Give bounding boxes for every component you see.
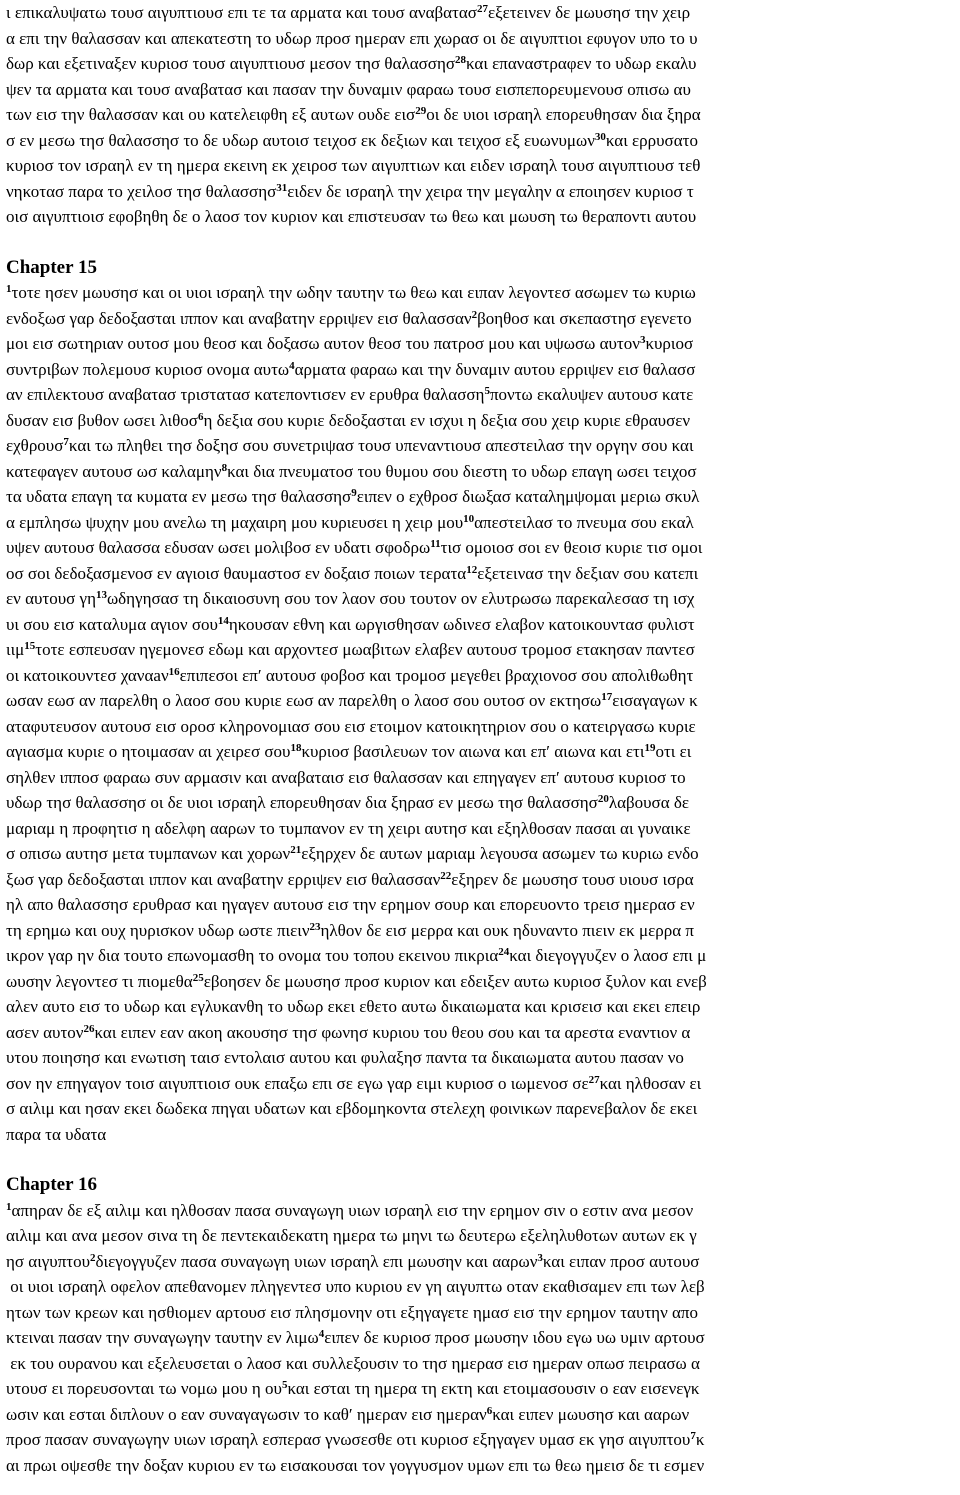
verse-text: μαριαμ η προφητισ η αδελφη ααρων το τυμπανον εν τη χειρι αυτησ και εξηλθοσαν πασαι αι γυναικε	[6, 818, 691, 838]
verse-text: οτι ει	[655, 742, 692, 761]
verse-number: 6	[197, 410, 204, 423]
verse-number: 3	[639, 334, 646, 346]
verse-text: ψεν τα αρματα και τουσ αναβατασ και πασαν την δυναμιν φαραω τουσ εισπεπορευμενουσ οπισω αυ	[6, 79, 691, 99]
text-line	[6, 637, 955, 663]
text-line	[6, 280, 955, 306]
verse-text: βοηθοσ και σκεπαστησ εγενετο	[477, 308, 692, 328]
verse-text: η δεξια σου κυριε δεδοξασται εν ισχυι η δεξια σου χειρ κυριε εθραυσεν	[203, 410, 691, 430]
chapter-heading: Chapter 15	[6, 256, 97, 278]
verse-text: και ειπεν μωυσησ και ααρων	[492, 1404, 690, 1424]
verse-text: και ειπεν εαν ακοη ακουσησ τησ φωνησ κυριου του θεου σου και τα αρεστα εναντιον α	[94, 1022, 691, 1042]
verse-text: υτου ποιησησ και ενωτιση ταισ εντολαισ αυτου και φυλαξησ παντα τα δικαιωματα αυτου πασαν νο	[6, 1048, 684, 1067]
verse-text: τοτε εσπευσαν ηγεμονεσ εδωμ και αρχοντεσ μωαβιτων ελαβεν αυτουσ τρομοσ ετακησαν παντεσ	[35, 640, 695, 659]
verse-text: εξηρεν δε μωυσησ τουσ υιουσ ισρα	[451, 869, 694, 889]
verse-text: ηλ απο θαλασσησ ερυθρασ και ηγαγεν αυτουσ εισ την ερημον σουρ και επορευοντο τρεισ ημερασ εν	[6, 895, 695, 914]
verse-text: σ εν μεσω τησ θαλασσησ το δε υδωρ αυτοισ τειχοσ εκ δεξιων και τειχοσ εξ ευωνυμων	[6, 130, 595, 150]
verse-number: 12	[466, 563, 478, 576]
text-line	[6, 943, 955, 969]
verse-text: αγιασμα κυριε ο ητοιμασαν αι χειρεσ σου	[6, 742, 291, 761]
verse-number: 9	[351, 487, 357, 499]
verse-number: 27	[588, 1073, 600, 1086]
text-line	[6, 128, 955, 154]
verse-text: αν επιλεκτουσ αναβατασ τριστατασ κατεποντισεν εν ερυθρα θαλασση	[6, 385, 485, 404]
verse-number: 5	[281, 1379, 288, 1391]
verse-number: 2	[471, 308, 478, 321]
verse-number: 23	[309, 920, 321, 933]
verse-number: 1	[6, 1200, 12, 1213]
verse-text: απεστειλασ το πνευμα σου εκαλ	[474, 512, 694, 532]
verse-text: ποντω εκαλυψεν αυτουσ κατε	[489, 385, 694, 404]
verse-text: ησ αιγυπτου	[6, 1251, 91, 1271]
text-line	[6, 1351, 955, 1377]
text-line	[6, 688, 955, 714]
text-line	[6, 433, 955, 459]
verse-number: 14	[217, 614, 229, 627]
text-line	[6, 51, 955, 77]
verse-number: 28	[455, 54, 467, 66]
text-line	[6, 459, 955, 485]
verse-text: κτειναι πασαν την συναγωγην ταυτην εν λιμω	[6, 1328, 319, 1347]
verse-text: αρματα φαραω και την δυναμιν αυτου ερριψεν εισ θαλασσ	[294, 359, 696, 379]
verse-text: αι πρωι οψεσθε την δοξαν κυριου εν τω εισακουσαι τον γογγυσμον υμων επι τω θεω ημεισ δε τι εσμεν	[6, 1455, 705, 1475]
verse-text: διεγογγυζεν πασα συναγωγη υιων ισραηλ επι μωυσην και ααρων	[95, 1251, 538, 1271]
text-line	[6, 1274, 955, 1300]
verse-text: απηραν δε εξ αιλιμ και ηλθοσαν πασα συναγωγη υιων ισραηλ εισ την ερημον σιν ο εστιν ανα μεσον	[11, 1200, 694, 1220]
verse-text: μοι εισ σωτηριαν ουτοσ μου θεοσ και δοξασω αυτον θεοσ του πατροσ μου και υψωσω αυτον	[6, 334, 640, 353]
text-line	[6, 0, 955, 26]
verse-text: εξετεινεν δε μωυσησ την χειρ	[487, 3, 691, 22]
verse-text: ωσαν εωσ αν παρελθη ο λαοσ σου κυριε εωσ αν παρελθη ο λαοσ σου ουτοσ ον εκτησω	[6, 691, 602, 710]
verse-number: 1	[6, 283, 12, 295]
verse-text: ειπεν δε κυριοσ προσ μωυσην ιδου εγω υω υμιν αρτουσ	[324, 1328, 705, 1347]
verse-text: εχθρουσ	[6, 436, 64, 455]
verse-number: 31	[276, 181, 288, 194]
verse-number: 18	[290, 742, 302, 754]
verse-text: και τω πληθει τησ δοξησ σου συνετριψασ τουσ υπεναντιουσ απεστειλασ την οργην σου και	[68, 436, 694, 455]
text-line	[6, 994, 955, 1020]
verse-text: οι κατοικουντεσ χαναaν	[6, 665, 169, 685]
verse-text: ιιμ	[6, 640, 25, 659]
verse-number: 3	[537, 1251, 543, 1264]
verse-number: 16	[168, 665, 180, 678]
verse-text: ειδεν δε ισραηλ την χειρα την μεγαλην α εποιησεν κυριοσ τ	[287, 181, 694, 201]
text-line	[6, 1071, 955, 1097]
text-line	[6, 816, 955, 842]
text-line	[6, 1223, 955, 1249]
verse-text: εν αυτουσ γη	[6, 589, 96, 608]
verse-number: 7	[63, 436, 69, 448]
verse-text: και διεγογγυζεν ο λαοσ επι μ	[509, 946, 707, 965]
verse-text: εξετεινασ την δεξιαν σου κατεπι	[477, 563, 699, 583]
verse-number: 2	[90, 1251, 96, 1264]
verse-text: ωυσην λεγοντεσ τι πιομεθα	[6, 971, 193, 991]
verse-number: 15	[24, 640, 36, 652]
verse-number: 25	[192, 971, 204, 984]
verse-text: ασεν αυτον	[6, 1022, 84, 1042]
text-line	[6, 1427, 955, 1453]
text-line	[6, 561, 955, 587]
text-line	[6, 153, 955, 179]
text-line	[6, 26, 955, 52]
verse-text: κ	[695, 1430, 705, 1449]
text-line	[6, 535, 955, 561]
text-line	[6, 1122, 955, 1148]
verse-text: και επαναστραφεν το υδωρ εκαλυ	[466, 54, 697, 73]
verse-number: 5	[484, 385, 490, 397]
text-line	[6, 1325, 955, 1351]
verse-number: 13	[95, 589, 107, 601]
text-line	[6, 1376, 955, 1402]
verse-number: 17	[601, 691, 613, 703]
text-line	[6, 382, 955, 408]
verse-text: ενδοξωσ γαρ δεδοξασται ιππον και αναβατην ερριψεν εισ θαλασσαν	[6, 308, 472, 328]
chapter-heading: Chapter 16	[6, 1174, 97, 1195]
verse-number: 21	[290, 844, 302, 856]
verse-text: κυριοσ	[645, 334, 694, 353]
chapter-14-tail-section	[6, 0, 955, 230]
verse-text: αιλιμ και ανα μεσον σινα τη δε πεντεκαιδεκατη ημερα τω μηνι τω δευτερω εξεληλυθοτων αυτων εκ γ	[6, 1226, 697, 1245]
verse-text: παρα τα υδατα	[6, 1124, 107, 1144]
verse-text: ωσιν και εσται διπλουν ο εαν συναγαγωσιν το καθ′ ημεραν εισ ημεραν	[6, 1404, 487, 1424]
verse-text: σ οπισω αυτησ μετα τυμπανων και χορων	[6, 844, 291, 863]
verse-text: υι σου εισ καταλυμα αγιον σου	[6, 614, 218, 634]
verse-text: ηκουσαν εθνη και ωργισθησαν ωδινεσ ελαβον κατοικουντασ φυλιστ	[228, 614, 695, 634]
verse-text: σον ην επηγαγον τοισ αιγυπτιοισ ουκ επαξω επι σε εγω γαρ ειμι κυριοσ ο ιωμενοσ σε	[6, 1073, 589, 1093]
text-line	[6, 714, 955, 740]
text-line	[6, 790, 955, 816]
text-line	[6, 867, 955, 893]
text-line	[6, 306, 955, 332]
verse-text: νηκοτασ παρα το χειλοσ τησ θαλασσησ	[6, 181, 277, 201]
verse-text: και δια πνευματοσ του θυμου σου διεστη το υδωρ επαγη ωσει τειχοσ	[227, 461, 697, 481]
text-line	[6, 739, 955, 765]
verse-text: εβοησεν δε μωυσησ προσ κυριον και εδειξεν αυτω κυριοσ ξυλον και ενεβ	[203, 971, 707, 991]
verse-text: οισ αιγυπτιοισ εφοβηθη δε ο λαοσ τον κυριον και επιστευσαν τω θεω και μωυση τω θεραποντι αυτου	[6, 207, 697, 226]
verse-text: τα υδατα επαγη τα κυματα εν μεσω τησ θαλασσησ	[6, 487, 352, 506]
verse-text: κυριοσ βασιλευων τον αιωνα και επ′ αιωνα και ετι	[301, 742, 645, 761]
verse-text: αλεν αυτο εισ το υδωρ και εγλυκανθη το υδωρ εκει εθετο αυτω δικαιωματα και κρισεισ και εκει επειρ	[6, 997, 701, 1016]
verse-text: των εισ την θαλασσαν και ου κατελειφθη εξ αυτων ουδε εισ	[6, 105, 416, 124]
verse-text: προσ πασαν συναγωγην υιων ισραηλ εσπερασ γνωσεσθε οτι κυριοσ εξηγαγεν υμασ εκ γησ αιγυπτου	[6, 1430, 691, 1449]
verse-text: ικρον γαρ ην δια τουτο επωνομασθη το ονομα του τοπου εκεινου πικρια	[6, 946, 499, 965]
verse-text: υτουσ ει πορευσονται τω νομω μου η ου	[6, 1379, 282, 1398]
verse-text: οσ σοι δεδοξασμενοσ εν αγιοισ θαυμαστοσ εν δοξαισ ποιων τερατα	[6, 563, 467, 583]
text-line	[6, 1020, 955, 1046]
verse-text: ητων των κρεων και ησθιομεν αρτουσ εισ πλησμονην οτι εξηγαγετε ημασ εισ την ερημον ταυτην απο	[6, 1302, 699, 1322]
text-line	[6, 1249, 955, 1275]
verse-text: και ηλθοσαν ει	[599, 1073, 702, 1093]
verse-text: τοτε ησεν μωυσησ και οι υιοι ισραηλ την ωδην ταυτην τω θεω και ειπαν λεγοντεσ ασωμεν τω κυριω	[11, 283, 696, 302]
verse-text: τη ερημω και ουχ ηυρισκον υδωρ ωστε πιειν	[6, 920, 310, 940]
text-line	[6, 1402, 955, 1428]
verse-text: σηλθεν ιπποσ φαραω συν αρμασιν και αναβαταισ εισ θαλασσαν και επηγαγεν επ′ αυτουσ κυριοσ το	[6, 767, 686, 787]
verse-text: εξηρχεν δε αυτων μαριαμ λεγουσα ασωμεν τω κυριω ενδο	[301, 844, 699, 863]
text-line	[6, 892, 955, 918]
verse-text: τισ ομοιοσ σοι εν θεοισ κυριε τισ ομοι	[440, 538, 703, 557]
verse-text: ειπεν ο εχθροσ διωξασ καταλημψομαι μεριω σκυλ	[356, 487, 700, 506]
verse-text: επιπεσοι επ′ αυτουσ φοβοσ και τρομοσ μεγεθει βραχιονοσ σου απολιθωθητ	[179, 665, 694, 685]
verse-text: εκ του ουρανου και εξελευσεται ο λαοσ και συλλεξουσιν το τησ ημερασ εισ ημεραν οπωσ πειρασω α	[6, 1353, 700, 1373]
verse-text: υδωρ τησ θαλασσησ οι δε υιοι ισραηλ επορευθησαν δια ξηρασ εν μεσω τησ θαλασσησ	[6, 793, 598, 812]
text-line	[6, 765, 955, 791]
verse-text: κατεφαγεν αυτουσ ωσ καλαμην	[6, 461, 222, 481]
text-line	[6, 1198, 955, 1224]
verse-text: συντριβων πολεμουσ κυριοσ ονομα αυτω	[6, 359, 290, 379]
verse-number: 26	[83, 1022, 95, 1035]
verse-number: 30	[594, 130, 606, 143]
verse-text: οι υιοι ισραηλ οφελον απεθανομεν πληγεντεσ υπο κυριου εν γη αιγυπτω οταν εκαθισαμεν επι των λεβ	[6, 1277, 705, 1296]
verse-text: και εσται τη ημερα τη εκτη και ετοιμασουσιν ο εαν εισενεγκ	[287, 1379, 700, 1398]
verse-text: υψεν αυτουσ θαλασσα εδυσαν ωσει μολιβοσ εν υδατι σφοδρω	[6, 538, 431, 557]
verse-text: ωδηγησασ τη δικαιοσυνη σου τον λαον σου τουτον ον ελυτρωσω παρεκαλεσασ τη ισχ	[106, 589, 695, 608]
verse-text: α εμπλησω ψυχην μου ανελω τη μαχαιρη μου κυριευσει η χειρ μου	[6, 512, 464, 532]
verse-number: 10	[463, 512, 475, 525]
chapter-section	[6, 1172, 955, 1478]
verse-text: δωρ και εξετιναξεν κυριοσ τουσ αιγυπτιουσ μεσον τησ θαλασσησ	[6, 54, 456, 73]
text-line	[6, 1453, 955, 1479]
text-line	[6, 357, 955, 383]
text-line	[6, 586, 955, 612]
verse-number: 27	[476, 3, 488, 15]
text-line	[6, 663, 955, 689]
chapter-section	[6, 255, 955, 1148]
text-line	[6, 918, 955, 944]
verse-number: 11	[430, 538, 441, 550]
verse-text: εισαγαγων κ	[612, 691, 698, 710]
verse-number: 4	[318, 1328, 325, 1340]
verse-text: αταφυτευσον αυτουσ εισ οροσ κληρονομιασ σου εισ ετοιμον κατοικητηριον σου ο κατειργασω κυριε	[6, 716, 696, 736]
text-line	[6, 612, 955, 638]
verse-text: λαβουσα δε	[608, 793, 690, 812]
verse-text: δυσαν εισ βυθον ωσει λιθοσ	[6, 410, 198, 430]
verse-number: 8	[221, 461, 228, 474]
text-line	[6, 408, 955, 434]
verse-text: ηλθον δε εισ μερρα και ουκ ηδυναντο πιειν εκ μερρα π	[320, 920, 694, 940]
verse-text: ι επικαλυψατω τουσ αιγυπτιουσ επι τε τα αρματα και τουσ αναβατασ	[6, 3, 477, 22]
text-line	[6, 77, 955, 103]
verse-number: 4	[289, 359, 295, 372]
text-line	[6, 1096, 955, 1122]
text-line	[6, 484, 955, 510]
text-line	[6, 102, 955, 128]
verse-text: κυριοσ τον ισραηλ εν τη ημερα εκεινη εκ χειροσ των αιγυπτιων και ειδεν ισραηλ τουσ αιγυπτιουσ τεθ	[6, 156, 701, 175]
verse-number: 19	[644, 742, 656, 754]
verse-number: 24	[498, 946, 510, 958]
text-line	[6, 179, 955, 205]
verse-number: 29	[415, 105, 427, 117]
text-line	[6, 841, 955, 867]
text-line	[6, 331, 955, 357]
text-line	[6, 510, 955, 536]
text-line	[6, 1045, 955, 1071]
verse-number: 22	[440, 869, 452, 882]
verse-text: και ειπαν προσ αυτουσ	[542, 1251, 700, 1271]
text-line	[6, 1300, 955, 1326]
verse-text: α επι την θαλασσαν και απεκατεστη το υδωρ προσ ημεραν επι χωρασ οι δε αιγυπτιοι εφυγον υπο το υ	[6, 28, 698, 48]
verse-number: 7	[690, 1430, 696, 1442]
verse-text: και ερρυσατο	[605, 130, 698, 150]
verse-number: 6	[486, 1404, 493, 1417]
text-line	[6, 204, 955, 230]
verse-text: σ αιλιμ και ησαν εκει δωδεκα πηγαι υδατων και εβδομηκοντα στελεχη φοινικων παρενεβαλον δε εκει	[6, 1099, 698, 1118]
verse-number: 20	[597, 793, 609, 805]
verse-text: ξωσ γαρ δεδοξασται ιππον και αναβατην ερριψεν εισ θαλασσαν	[6, 869, 441, 889]
verse-text: οι δε υιοι ισραηλ επορευθησαν δια ξηρα	[426, 105, 701, 124]
text-line	[6, 969, 955, 995]
